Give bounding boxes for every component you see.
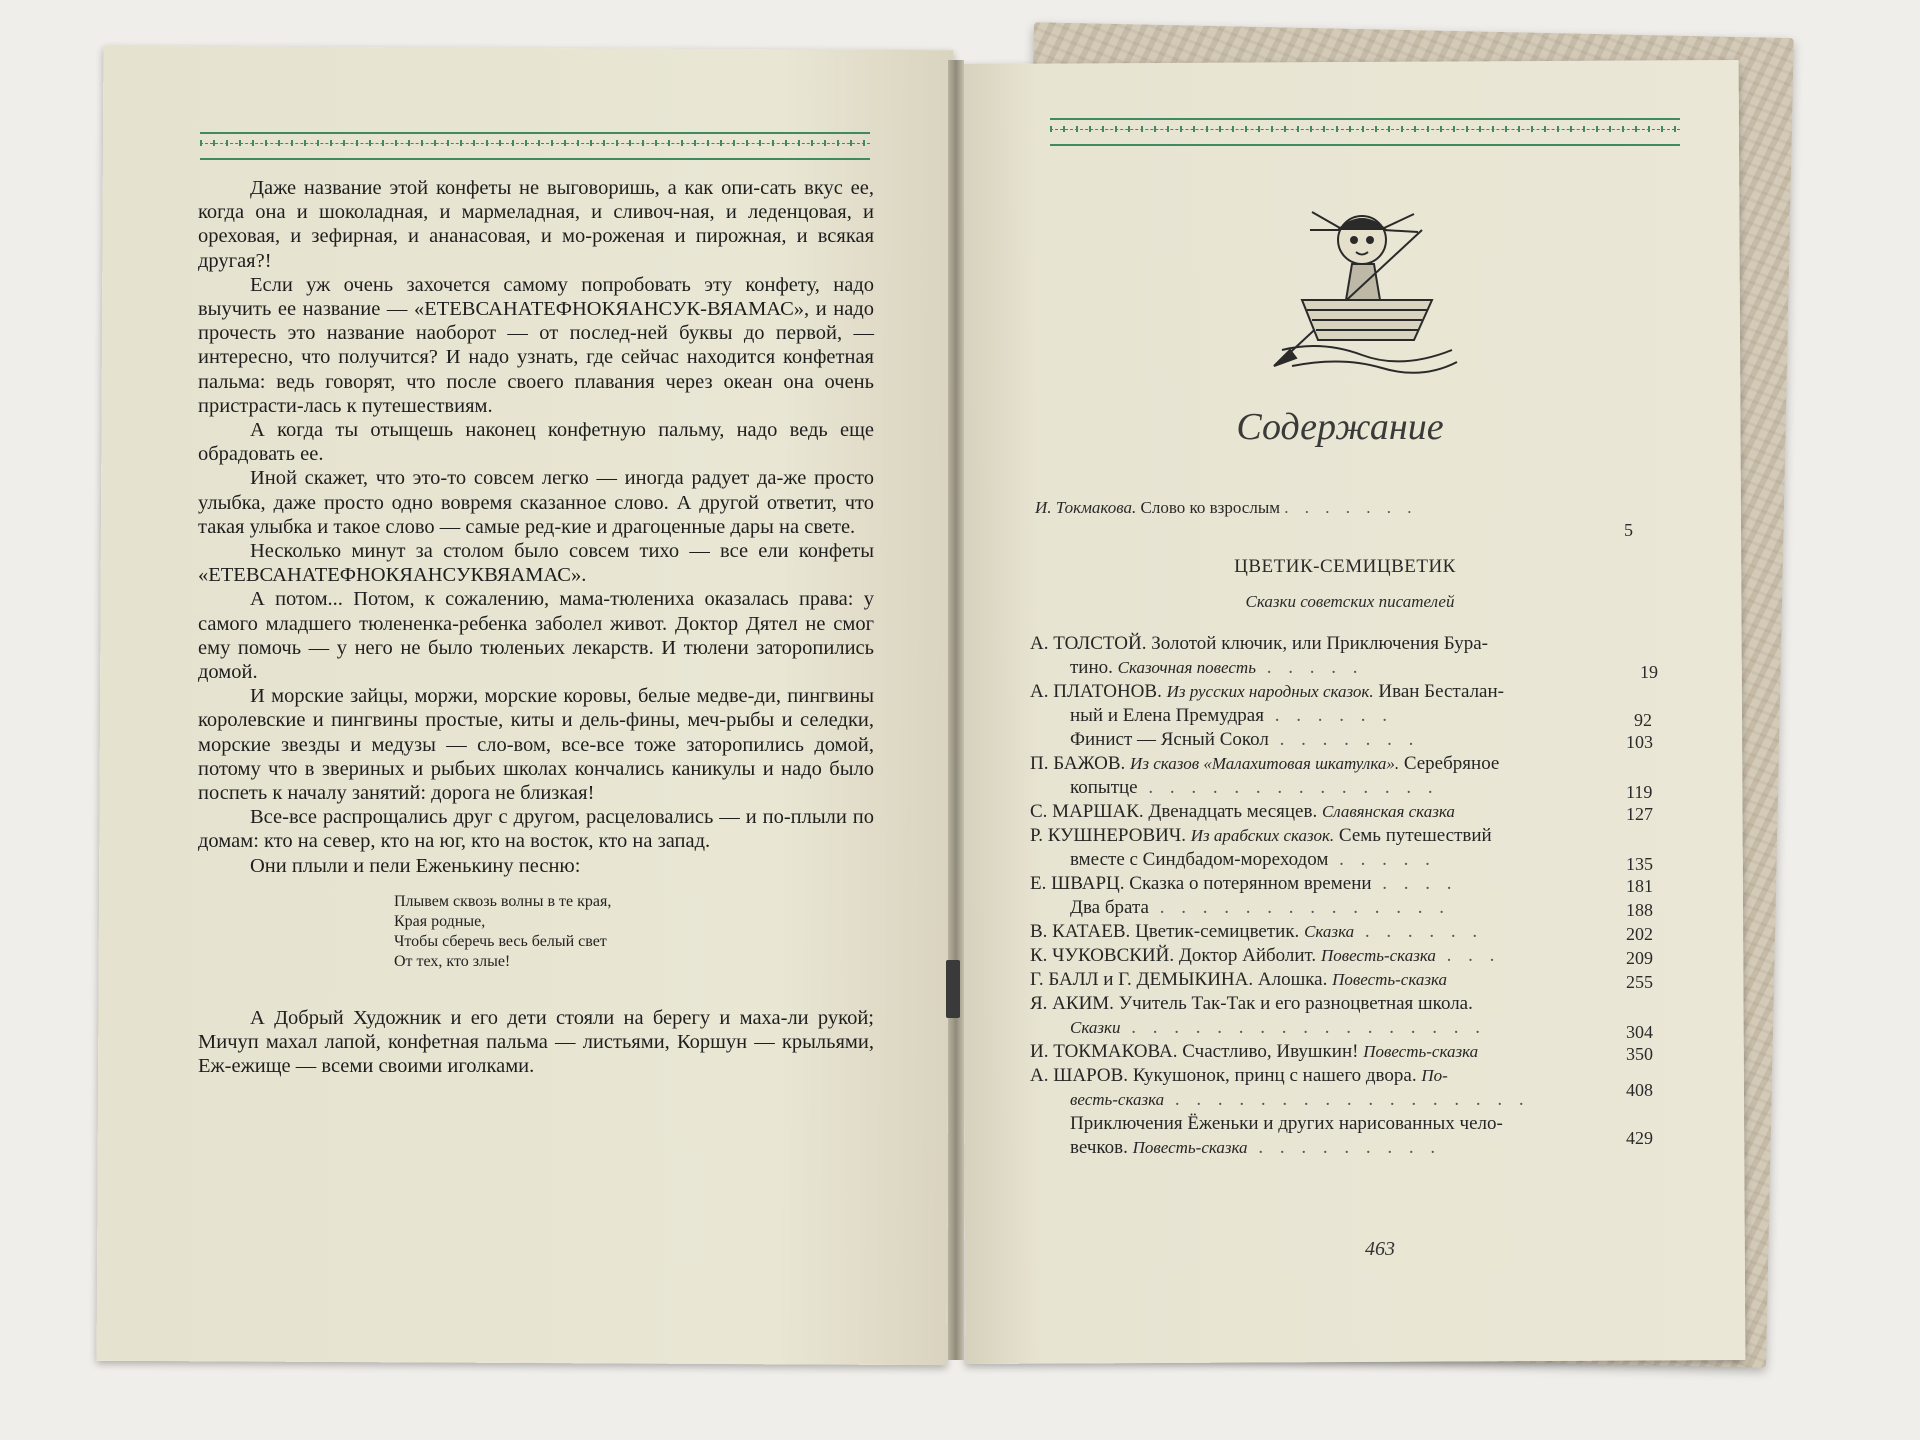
poem-line: Края родные,	[394, 912, 486, 930]
contents-title: Содержание	[1236, 406, 1444, 448]
entry-author: И. ТОКМАКОВА.	[1030, 1041, 1178, 1062]
entry-author: П. БАЖОВ.	[1030, 753, 1126, 774]
intro-text: Слово ко взрослым	[1140, 498, 1281, 517]
intro-page: 5	[1624, 520, 1633, 540]
entry-page: 304	[1626, 1022, 1653, 1042]
entry-title-cont: вместе с Синдбадом-мореходом	[1070, 849, 1329, 870]
entry-title: Серебряное	[1403, 753, 1500, 774]
entry-genre: Повесть-сказка	[1332, 970, 1448, 989]
entry-genre: По-	[1421, 1066, 1448, 1085]
paragraph: И морские зайцы, моржи, морские коровы, белые медве-ди, пингвины королевские и пингвины простые, киты и дель-фины, меч-рыбы и селедки, морские звезды и медузы — сло-вом, все-все тоже заторопились домой, потому что в звериных и рыбьих школах кончались каникулы и надо было поспеть к началу занятий: дорога не близкая!	[198, 685, 874, 805]
entry-author: А. ПЛАТОНОВ.	[1030, 681, 1162, 702]
entry-title: Счастливо, Ивушкин!	[1182, 1041, 1359, 1062]
entry-title-cont: ный и Елена Премудрая	[1070, 705, 1264, 726]
toc-entries	[1030, 632, 1658, 1160]
paragraph: Несколько минут за столом было совсем тихо — все ели конфеты «ЕТЕВСАНАТЕФНОКЯАНСУКВЯАМАС».	[198, 540, 874, 587]
poem	[394, 892, 874, 972]
intro-author: И. Токмакова.	[1035, 498, 1137, 517]
entry-genre-cont: весть-сказка	[1070, 1090, 1165, 1109]
paragraph: А когда ты отыщешь наконец конфетную пальму, надо ведь еще обрадовать ее.	[198, 419, 874, 466]
leader-dots: . . . . . . .	[1284, 498, 1418, 517]
entry-title-cont: тино.	[1070, 657, 1113, 678]
header-ornament-right	[1050, 118, 1680, 146]
section-heading: ЦВЕТИК-СЕМИЦВЕТИК	[1234, 556, 1456, 577]
entry-genre: Повесть-сказка	[1363, 1042, 1479, 1061]
poem-line: Плывем сквозь волны в те края,	[394, 892, 612, 910]
entry-title: Финист — Ясный Сокол	[1070, 729, 1269, 750]
entry-page: 135	[1626, 854, 1653, 874]
toc-entry: Два брата . . . . . . . . . . . . . . 188	[1070, 897, 1653, 920]
header-ornament-left	[200, 132, 870, 160]
paragraph: Даже название этой конфеты не выговоришь, а как опи-сать вкус ее, когда она и шоколадная, и мармеладная, и сливоч-ная, и леденцовая, и ореховая, и зефирная, и ананасовая, и мо-роженая и пирожная, и всякая другая?!	[198, 177, 874, 272]
entry-title-cont: вечков.	[1070, 1137, 1128, 1158]
toc-entry: П. БАЖОВ. Из сказов «Малахитовая шкатулка». Серебряное копытце . . . . . . . . . . . . . . 119	[1030, 753, 1653, 802]
entry-title: Семь путешествий	[1338, 825, 1492, 846]
toc-entry: Е. ШВАРЦ. Сказка о потерянном времени . . . . 181	[1030, 873, 1653, 896]
toc-entry: К. ЧУКОВСКИЙ. Доктор Айболит. Повесть-сказка . . . 209	[1030, 945, 1653, 968]
toc-entry	[1030, 968, 1653, 992]
toc-intro	[1035, 498, 1635, 518]
entry-title: Учитель Так-Так и его разноцветная школа.	[1118, 993, 1473, 1014]
entry-genre: Из арабских сказок.	[1190, 826, 1335, 845]
entry-title: Кукушонок, принц с нашего двора.	[1132, 1065, 1417, 1086]
entry-title: Иван Бесталан-	[1378, 681, 1504, 702]
entry-genre: Из сказов «Малахитовая шкатулка».	[1130, 754, 1400, 773]
entry-title: Два брата	[1070, 897, 1149, 918]
entry-genre: Из русских народных сказок.	[1166, 682, 1374, 701]
left-page-text	[198, 176, 874, 1079]
entry-page: 202	[1626, 924, 1653, 944]
entry-page: 350	[1626, 1044, 1653, 1064]
paragraph: Все-все распрощались друг с другом, расцеловались — и по-плыли по домам: кто на север, кто на юг, кто на восток, кто на запад.	[198, 806, 874, 853]
toc-entry	[1030, 800, 1653, 824]
toc-entry: Приключения Ёженьки и других нарисованных чело- вечков. Повесть-сказка . . . . . . . . . 429	[1070, 1113, 1653, 1158]
entry-title: Алошка.	[1257, 969, 1328, 990]
page-number: 463	[1365, 1238, 1395, 1260]
entry-author: Г. БАЛЛ и Г. ДЕМЫКИНА.	[1030, 969, 1254, 990]
toc-entry: В. КАТАЕВ. Цветик-семицветик. Сказка . . . . . . 202	[1030, 921, 1653, 944]
entry-page: 103	[1626, 732, 1653, 752]
paragraph: А потом... Потом, к сожалению, мама-тюлениха оказалась права: у самого младшего тюлененка-ребенка заболел живот. Доктор Дятел не смог ему помочь — у него не было тюленьих лекарств. И тюлени заторопились домой.	[198, 588, 874, 684]
entry-page: 209	[1626, 948, 1653, 968]
section-subtitle: Сказки советских писателей	[1245, 592, 1455, 611]
poem-line: От тех, кто злые!	[394, 952, 511, 970]
entry-page: 127	[1626, 804, 1653, 824]
binding-staple	[946, 960, 960, 1018]
toc-entry	[1030, 1040, 1653, 1064]
final-paragraph: А Добрый Художник и его дети стояли на берегу и маха-ли рукой; Мичуп махал лапой, конфетная пальма — листьями, Коршун — крыльями, Еж-ежище — всеми своими иголками.	[198, 1006, 874, 1078]
paragraph: Иной скажет, что это-то совсем легко — иногда радует да-же просто улыбка, даже просто одно вовремя сказанное слово. А другой ответит, что такая улыбка и такое слово — самые ред-кие и драгоценные дары на свете.	[198, 467, 874, 538]
toc-entry: А. ПЛАТОНОВ. Из русских народных сказок. Иван Бесталан- ный и Елена Премудрая . . . . . . 92	[1030, 681, 1652, 730]
entry-genre: Повесть-сказка	[1132, 1138, 1248, 1157]
entry-title: Доктор Айболит.	[1178, 945, 1317, 966]
poem-line: Чтобы сберечь весь белый свет	[394, 932, 607, 950]
girl-in-boat-illustration	[1262, 190, 1462, 380]
entry-author: А. ШАРОВ.	[1030, 1065, 1129, 1086]
entry-title-cont: копытце	[1070, 777, 1138, 798]
entry-author: С. МАРШАК.	[1030, 801, 1144, 822]
entry-genre: Сказка	[1304, 922, 1355, 941]
entry-author: Я. АКИМ.	[1030, 993, 1114, 1014]
entry-page: 119	[1626, 782, 1653, 802]
entry-page: 19	[1640, 662, 1658, 682]
entry-title: Цветик-семицветик.	[1135, 921, 1300, 942]
entry-page: 181	[1626, 876, 1653, 896]
entry-author: Е. ШВАРЦ.	[1030, 873, 1125, 894]
entry-title: Приключения Ёженьки и других нарисованных чело-	[1070, 1113, 1503, 1134]
entry-page: 429	[1626, 1128, 1653, 1148]
entry-author: А. ТОЛСТОЙ.	[1030, 633, 1147, 654]
entry-page: 188	[1626, 900, 1653, 920]
book-gutter	[948, 60, 964, 1360]
entry-author: Р. КУШНЕРОВИЧ.	[1030, 825, 1186, 846]
entry-page: 92	[1634, 710, 1652, 730]
entry-author: В. КАТАЕВ.	[1030, 921, 1131, 942]
toc-entry: А. ШАРОВ. Кукушонок, принц с нашего двора. По- весть-сказка . . . . . . . . . . . . . . . . . 408	[1030, 1065, 1653, 1110]
entry-title: Сказка о потерянном времени	[1129, 873, 1372, 894]
paragraph: Если уж очень захочется самому попробовать эту конфету, надо выучить ее название — «ЕТЕВСАНАТЕФНОКЯАНСУК-ВЯАМАС», и надо прочесть это название наоборот — от послед-ней буквы до первой, — интересно, что получится? И надо узнать, где сейчас находится конфетная пальма: ведь говорят, что после своего плавания через океан она очень пристрасти-лась к путешествиям.	[198, 273, 874, 417]
toc-entry: Я. АКИМ. Учитель Так-Так и его разноцветная школа. Сказки . . . . . . . . . . . . . . . . . 304	[1030, 993, 1653, 1042]
entry-page: 255	[1626, 972, 1653, 992]
entry-page: 408	[1626, 1080, 1653, 1100]
entry-genre: Сказочная повесть	[1117, 658, 1256, 677]
entry-genre: Повесть-сказка	[1320, 946, 1436, 965]
entry-genre: Сказки	[1070, 1018, 1121, 1037]
paragraph: Они плыли и пели Еженькину песню:	[250, 854, 581, 877]
entry-title: Золотой ключик, или Приключения Бура-	[1151, 633, 1488, 654]
toc-entry: Финист — Ясный Сокол . . . . . . . 103	[1070, 729, 1653, 752]
toc-entry: Р. КУШНЕРОВИЧ. Из арабских сказок. Семь путешествий вместе с Синдбадом-мореходом . . . . . 135	[1030, 825, 1653, 874]
entry-genre: Славянская сказка	[1321, 802, 1455, 821]
entry-author: К. ЧУКОВСКИЙ.	[1030, 945, 1175, 966]
entry-title: Двенадцать месяцев.	[1148, 801, 1318, 822]
toc-entry: А. ТОЛСТОЙ. Золотой ключик, или Приключения Бура- тино. Сказочная повесть . . . . . 19	[1030, 633, 1658, 682]
